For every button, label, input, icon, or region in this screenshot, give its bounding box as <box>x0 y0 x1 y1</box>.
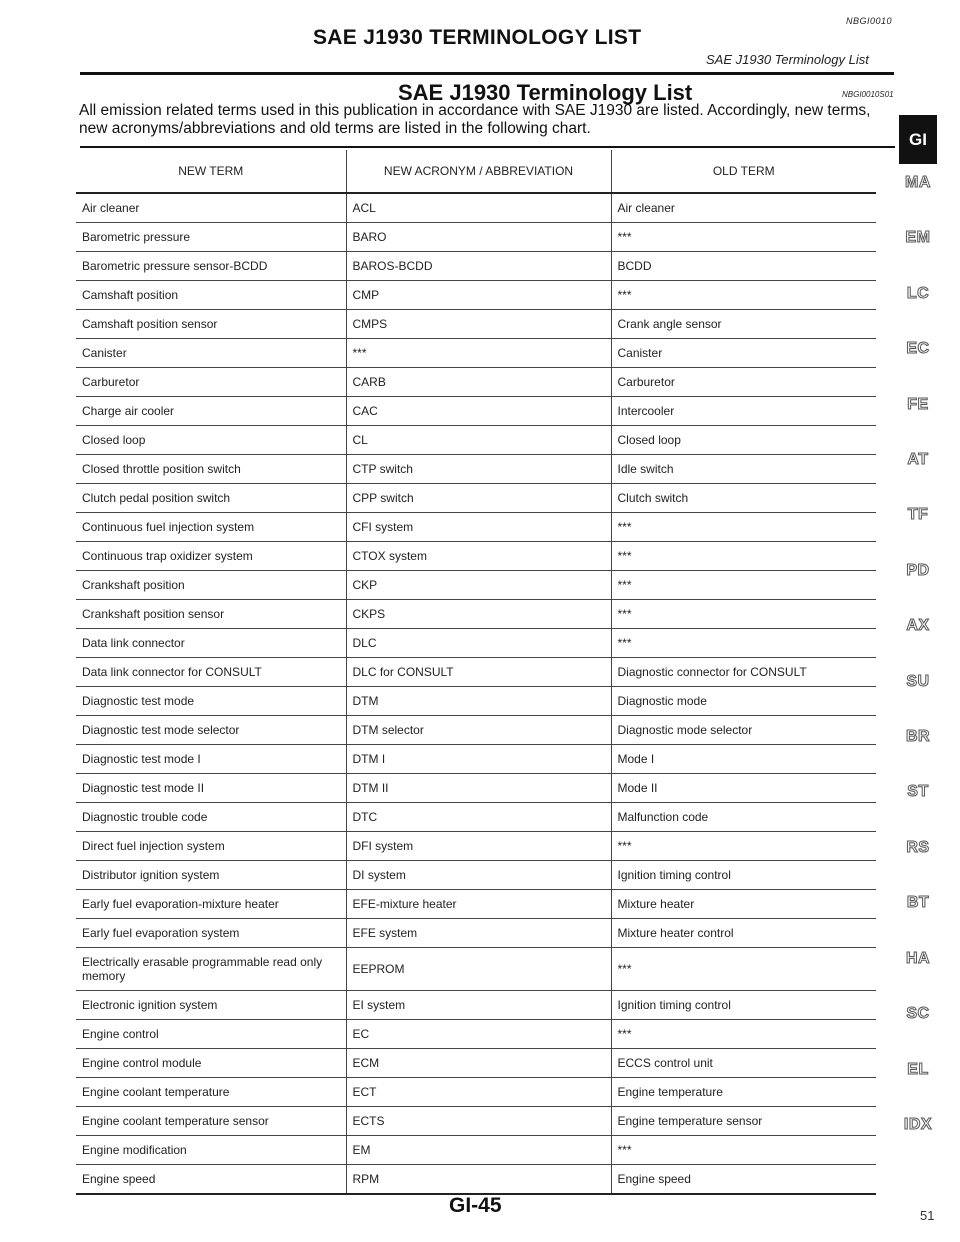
old-term-cell: Mixture heater <box>611 890 876 919</box>
old-term-cell: Intercooler <box>611 397 876 426</box>
old-term-cell: Idle switch <box>611 455 876 484</box>
new-term-cell: Carburetor <box>76 368 346 397</box>
tab-pd[interactable]: PD <box>906 561 930 579</box>
old-term-cell: Ignition timing control <box>611 861 876 890</box>
column-header-old-term: OLD TERM <box>611 150 876 193</box>
acronym-cell: EFE-mixture heater <box>346 890 611 919</box>
table-row <box>76 484 876 513</box>
new-term-cell: Diagnostic trouble code <box>76 803 346 832</box>
intro-text: All emission related terms used in this publication in accordance with SAE J1930 are listed. Accordingly, new terms, new acronyms/abbreviations and old terms are listed in the following chart. <box>79 102 871 137</box>
table-row <box>76 193 876 223</box>
tab-lc[interactable]: LC <box>906 284 930 302</box>
new-term-cell: Engine control <box>76 1020 346 1049</box>
new-term-cell: Clutch pedal position switch <box>76 484 346 513</box>
table-row <box>76 629 876 658</box>
header-rule <box>80 72 894 75</box>
new-term-cell: Engine control module <box>76 1049 346 1078</box>
table-row <box>76 426 876 455</box>
tab-at[interactable]: AT <box>907 451 929 469</box>
acronym-cell: DI system <box>346 861 611 890</box>
acronym-cell: EFE system <box>346 919 611 948</box>
table-row <box>76 658 876 687</box>
table-row <box>76 542 876 571</box>
new-term-cell: Engine modification <box>76 1136 346 1165</box>
acronym-cell: ECTS <box>346 1107 611 1136</box>
table-row <box>76 1020 876 1049</box>
old-term-cell: Malfunction code <box>611 803 876 832</box>
old-term-cell: Closed loop <box>611 426 876 455</box>
old-term-cell: *** <box>611 281 876 310</box>
new-term-cell: Diagnostic test mode <box>76 687 346 716</box>
old-term-cell: *** <box>611 542 876 571</box>
new-term-cell: Barometric pressure sensor-BCDD <box>76 252 346 281</box>
new-term-cell: Electrically erasable programmable read only memory <box>76 948 346 991</box>
acronym-cell: DTM <box>346 687 611 716</box>
old-term-cell: *** <box>611 600 876 629</box>
tab-ha[interactable]: HA <box>905 949 931 967</box>
old-term-cell: *** <box>611 223 876 252</box>
page-number: GI-45 <box>449 1194 502 1217</box>
acronym-cell: EC <box>346 1020 611 1049</box>
new-term-cell: Charge air cooler <box>76 397 346 426</box>
acronym-cell: CMP <box>346 281 611 310</box>
acronym-cell: ECT <box>346 1078 611 1107</box>
tab-su[interactable]: SU <box>906 672 930 690</box>
old-term-cell: Canister <box>611 339 876 368</box>
new-term-cell: Direct fuel injection system <box>76 832 346 861</box>
table-row <box>76 310 876 339</box>
new-term-cell: Engine coolant temperature sensor <box>76 1107 346 1136</box>
old-term-cell: *** <box>611 513 876 542</box>
new-term-cell: Data link connector <box>76 629 346 658</box>
new-term-cell: Canister <box>76 339 346 368</box>
tab-st[interactable]: ST <box>907 783 929 801</box>
old-term-cell: BCDD <box>611 252 876 281</box>
old-term-cell: Mode II <box>611 774 876 803</box>
acronym-cell: CKP <box>346 571 611 600</box>
old-term-cell: *** <box>611 832 876 861</box>
acronym-cell: RPM <box>346 1165 611 1195</box>
table-row <box>76 919 876 948</box>
acronym-cell: EM <box>346 1136 611 1165</box>
acronym-cell: ECM <box>346 1049 611 1078</box>
new-term-cell: Continuous trap oxidizer system <box>76 542 346 571</box>
acronym-cell: DTM II <box>346 774 611 803</box>
new-term-cell: Crankshaft position sensor <box>76 600 346 629</box>
table-row <box>76 1107 876 1136</box>
new-term-cell: Electronic ignition system <box>76 991 346 1020</box>
table-row <box>76 890 876 919</box>
acronym-cell: DFI system <box>346 832 611 861</box>
new-term-cell: Early fuel evaporation system <box>76 919 346 948</box>
old-term-cell: Engine temperature <box>611 1078 876 1107</box>
acronym-cell: BARO <box>346 223 611 252</box>
acronym-cell: *** <box>346 339 611 368</box>
page-heading: SAE J1930 TERMINOLOGY LIST <box>313 26 642 49</box>
section-code-top: NBGI0010 <box>846 16 893 26</box>
table-row <box>76 339 876 368</box>
old-term-cell: Diagnostic mode selector <box>611 716 876 745</box>
acronym-cell: CTP switch <box>346 455 611 484</box>
acronym-cell: CAC <box>346 397 611 426</box>
old-term-cell: Ignition timing control <box>611 991 876 1020</box>
acronym-cell: DTC <box>346 803 611 832</box>
old-term-cell: *** <box>611 1020 876 1049</box>
acronym-cell: CTOX system <box>346 542 611 571</box>
old-term-cell: Air cleaner <box>611 193 876 223</box>
table-row <box>76 252 876 281</box>
tab-fe[interactable]: FE <box>907 395 929 413</box>
tab-el[interactable]: EL <box>907 1060 929 1078</box>
tab-sc[interactable]: SC <box>906 1005 930 1023</box>
tab-ax[interactable]: AX <box>906 617 930 635</box>
acronym-cell: ACL <box>346 193 611 223</box>
tab-idx[interactable]: IDX <box>903 1115 933 1133</box>
new-term-cell: Camshaft position sensor <box>76 310 346 339</box>
table-row <box>76 1165 876 1195</box>
new-term-cell: Engine speed <box>76 1165 346 1195</box>
new-term-cell: Distributor ignition system <box>76 861 346 890</box>
table-row <box>76 1078 876 1107</box>
tab-br[interactable]: BR <box>905 728 931 746</box>
table-row <box>76 455 876 484</box>
new-term-cell: Early fuel evaporation-mixture heater <box>76 890 346 919</box>
new-term-cell: Camshaft position <box>76 281 346 310</box>
section-tabs <box>892 174 944 1134</box>
acronym-cell: CPP switch <box>346 484 611 513</box>
new-term-cell: Diagnostic test mode I <box>76 745 346 774</box>
table-row <box>76 281 876 310</box>
section-title: SAE J1930 Terminology List <box>398 80 693 105</box>
column-header-new-term: NEW TERM <box>76 150 346 193</box>
acronym-cell: DLC for CONSULT <box>346 658 611 687</box>
old-term-cell: *** <box>611 1136 876 1165</box>
old-term-cell: Diagnostic mode <box>611 687 876 716</box>
old-term-cell: Diagnostic connector for CONSULT <box>611 658 876 687</box>
table-row <box>76 1136 876 1165</box>
acronym-cell: DTM selector <box>346 716 611 745</box>
acronym-cell: CFI system <box>346 513 611 542</box>
table-row <box>76 571 876 600</box>
table-row <box>76 687 876 716</box>
table-row <box>76 513 876 542</box>
acronym-cell: CL <box>346 426 611 455</box>
acronym-cell: EI system <box>346 991 611 1020</box>
table-row <box>76 832 876 861</box>
tab-em[interactable]: EM <box>905 229 931 247</box>
table-row <box>76 368 876 397</box>
new-term-cell: Engine coolant temperature <box>76 1078 346 1107</box>
new-term-cell: Diagnostic test mode selector <box>76 716 346 745</box>
new-term-cell: Diagnostic test mode II <box>76 774 346 803</box>
table-row <box>76 223 876 252</box>
old-term-cell: Mixture heater control <box>611 919 876 948</box>
old-term-cell: Carburetor <box>611 368 876 397</box>
old-term-cell: Mode I <box>611 745 876 774</box>
old-term-cell: ECCS control unit <box>611 1049 876 1078</box>
tab-ec[interactable]: EC <box>906 340 930 358</box>
new-term-cell: Closed throttle position switch <box>76 455 346 484</box>
acronym-cell: DLC <box>346 629 611 658</box>
intro-rule <box>80 146 895 148</box>
old-term-cell: *** <box>611 571 876 600</box>
page-subheading: SAE J1930 Terminology List <box>706 52 869 67</box>
old-term-cell: *** <box>611 629 876 658</box>
tab-tf[interactable]: TF <box>907 506 929 524</box>
table-body <box>76 193 876 1194</box>
new-term-cell: Closed loop <box>76 426 346 455</box>
table-row <box>76 991 876 1020</box>
acronym-cell: CARB <box>346 368 611 397</box>
table-row <box>76 1049 876 1078</box>
tab-bt[interactable]: BT <box>906 894 930 912</box>
table-row <box>76 745 876 774</box>
corner-mark: 51 <box>920 1208 935 1223</box>
table-row <box>76 948 876 991</box>
column-header-new-acronym: NEW ACRONYM / ABBREVIATION <box>346 150 611 193</box>
section-code: NBGI0010S01 <box>842 90 894 99</box>
old-term-cell: Clutch switch <box>611 484 876 513</box>
terminology-table <box>76 150 876 1195</box>
new-term-cell: Barometric pressure <box>76 223 346 252</box>
tab-gi[interactable]: GI <box>899 115 937 164</box>
acronym-cell: CMPS <box>346 310 611 339</box>
table-row <box>76 397 876 426</box>
acronym-cell: DTM I <box>346 745 611 774</box>
table-header-row <box>76 150 876 193</box>
table-row <box>76 716 876 745</box>
acronym-cell: BAROS-BCDD <box>346 252 611 281</box>
acronym-cell: CKPS <box>346 600 611 629</box>
new-term-cell: Data link connector for CONSULT <box>76 658 346 687</box>
new-term-cell: Crankshaft position <box>76 571 346 600</box>
old-term-cell: *** <box>611 948 876 991</box>
tab-rs[interactable]: RS <box>906 838 930 856</box>
old-term-cell: Crank angle sensor <box>611 310 876 339</box>
table-row <box>76 774 876 803</box>
old-term-cell: Engine speed <box>611 1165 876 1195</box>
new-term-cell: Air cleaner <box>76 193 346 223</box>
table-row <box>76 861 876 890</box>
old-term-cell: Engine temperature sensor <box>611 1107 876 1136</box>
table-row <box>76 600 876 629</box>
tab-ma[interactable]: MA <box>905 174 931 191</box>
acronym-cell: EEPROM <box>346 948 611 991</box>
table-row <box>76 803 876 832</box>
new-term-cell: Continuous fuel injection system <box>76 513 346 542</box>
